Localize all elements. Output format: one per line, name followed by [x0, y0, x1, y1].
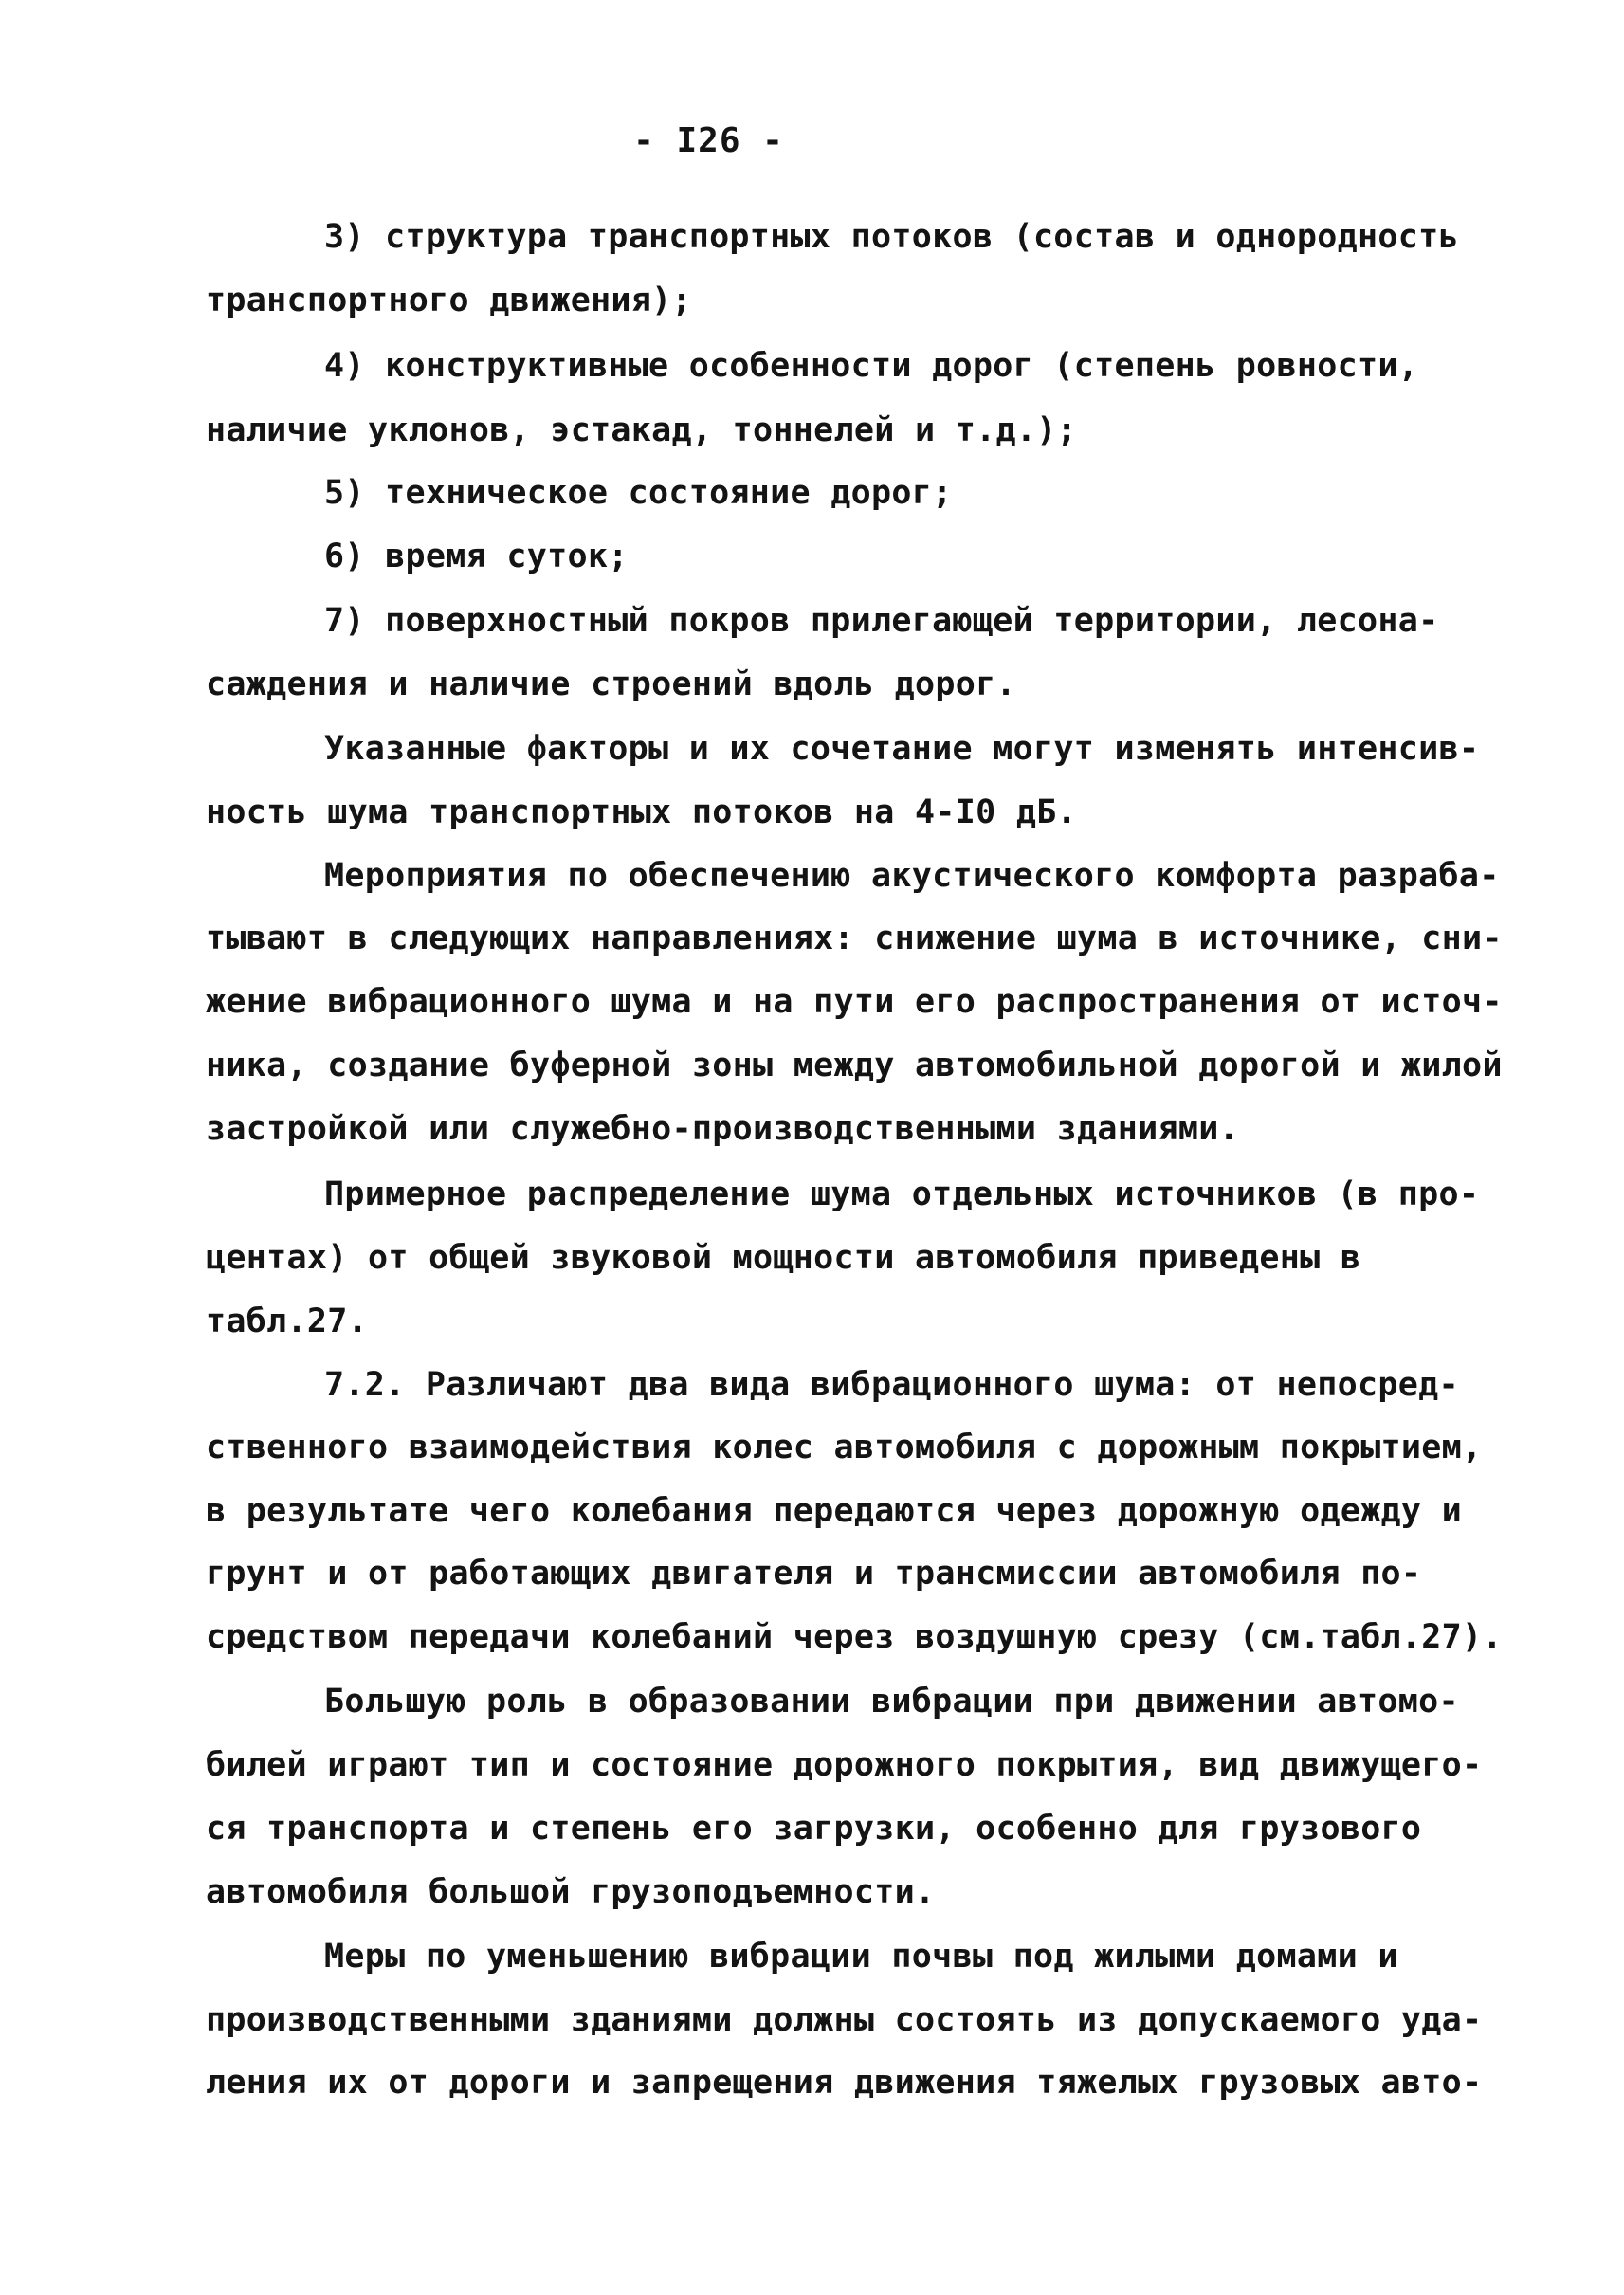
text-line: 6) время суток; — [324, 537, 629, 575]
text-line: саждения и наличие строений вдоль дорог. — [206, 665, 1016, 703]
text-line: производственными зданиями должны состоять из допускаемого уда- — [206, 2001, 1483, 2039]
page-number: - I26 - — [633, 121, 784, 160]
text-line: в результате чего колебания передаются через дорожную одежду и — [206, 1492, 1463, 1530]
text-line: 3) структура транспортных потоков (состав и однородность — [324, 218, 1459, 256]
text-line: жение вибрационного шума и на пути его распространения от источ- — [206, 983, 1503, 1021]
text-line: Примерное распределение шума отдельных источников (в про- — [324, 1175, 1480, 1213]
text-line: 7.2. Различают два вида вибрационного шума: от непосред- — [324, 1366, 1459, 1404]
text-line: транспортного движения); — [206, 282, 692, 319]
text-line: автомобиля большой грузоподъемности. — [206, 1873, 936, 1911]
text-line: застройкой или служебно-производственными зданиями. — [206, 1110, 1239, 1148]
text-line: Большую роль в образовании вибрации при движении автомо- — [324, 1683, 1459, 1721]
text-line: Меры по уменьшению вибрации почвы под жилыми домами и — [324, 1938, 1398, 1976]
text-line: ность шума транспортных потоков на 4-I0 дБ. — [206, 793, 1077, 831]
text-line: билей играют тип и состояние дорожного покрытия, вид движущего- — [206, 1746, 1483, 1784]
text-line: 5) техническое состояние дорог; — [324, 474, 953, 512]
text-line: тывают в следующих направлениях: снижение шума в источнике, сни- — [206, 920, 1503, 957]
text-line: ника, создание буферной зоны между автомобильной дорогой и жилой — [206, 1047, 1503, 1084]
text-line: ся транспорта и степень его загрузки, особенно для грузового — [206, 1810, 1422, 1848]
text-line: Мероприятия по обеспечению акустического комфорта разраба- — [324, 857, 1500, 895]
text-line: табл.27. — [206, 1302, 368, 1340]
text-line: 7) поверхностный покров прилегающей территории, лесона- — [324, 602, 1439, 640]
text-line: наличие уклонов, эстакад, тоннелей и т.д.); — [206, 411, 1077, 449]
text-line: ственного взаимодействия колес автомобиля с дорожным покрытием, — [206, 1429, 1483, 1466]
text-line: Указанные факторы и их сочетание могут изменять интенсив- — [324, 730, 1480, 768]
text-line: центах) от общей звуковой мощности автомобиля приведены в — [206, 1239, 1361, 1277]
text-line: средством передачи колебаний через воздушную срезу (см.табл.27). — [206, 1618, 1503, 1656]
text-line: ления их от дороги и запрещения движения тяжелых грузовых авто- — [206, 2064, 1483, 2102]
text-line: грунт и от работающих двигателя и трансмиссии автомобиля по- — [206, 1555, 1422, 1593]
text-line: 4) конструктивные особенности дорог (степень ровности, — [324, 347, 1419, 385]
